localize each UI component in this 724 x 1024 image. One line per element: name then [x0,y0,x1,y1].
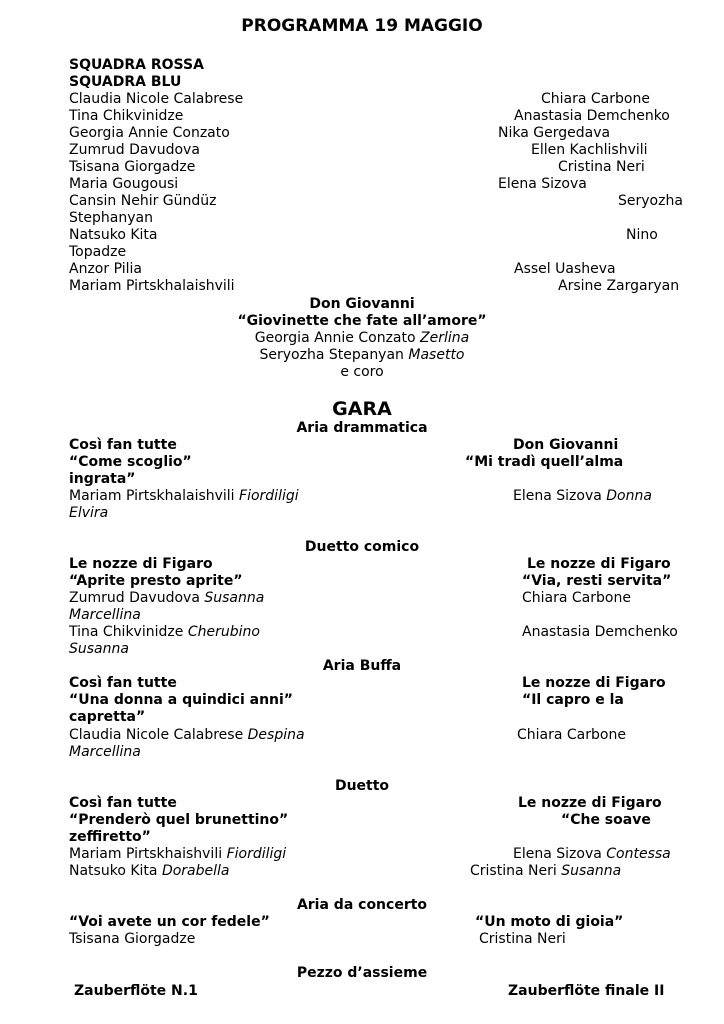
right-cast: Chiara Carbone [522,590,631,606]
left-opera: Così fan tutte [69,795,177,811]
team-member-left: Claudia Nicole Calabrese [69,91,244,107]
team-member-right: Ellen Kachlishvili [531,142,648,158]
left-aria: “Come scoglio” [69,454,192,470]
right-cast: Cristina Neri Susanna [470,863,622,879]
left-role-wrap: Elvira [69,505,109,521]
team-member-right: Assel Uasheva [514,261,616,277]
opening-cast-1: Georgia Annie Conzato Zerlina [254,330,470,346]
opening-aria: “Giovinette che fate all’amore” [237,313,487,329]
left-aria-cont: ingrata” [69,471,136,487]
gara-heading: GARA [332,398,392,420]
left-role-wrap: Susanna [69,641,129,657]
left-opera: Così fan tutte [69,437,177,453]
section-heading: Aria da concerto [296,897,428,913]
team-member-left: Mariam Pirtskhalaishvili [69,278,235,294]
left-cast: Mariam Pirtskhaishvili Fiordiligi [69,846,287,862]
team-member-right: Chiara Carbone [541,91,650,107]
left-cast: Zumrud Davudova Susanna [69,590,265,606]
page-title: PROGRAMMA 19 MAGGIO [241,16,483,36]
team-member-right: Cristina Neri [558,159,645,175]
team-member-right: Seryozha [618,193,683,209]
team-member-left: Stephanyan [69,210,153,226]
left-role-wrap: Marcellina [69,744,141,760]
opening-chorus: e coro [340,364,384,380]
opening-cast-2: Seryozha Stepanyan Masetto [259,347,465,363]
section-heading: Duetto [334,778,390,794]
team-member-left: Tsisana Giorgadze [69,159,196,175]
left-cast: Tsisana Giorgadze [69,931,196,947]
left-cast: Tina Chikvinidze Cherubino [69,624,260,640]
team-member-left: Topadze [69,244,127,260]
right-cast: Elena Sizova Donna [513,488,652,504]
right-opera: Don Giovanni [513,437,619,453]
right-cast: Cristina Neri [479,931,566,947]
left-cast: Mariam Pirtskhalaishvili Fiordiligi [69,488,299,504]
section-heading: Pezzo d’assieme [296,965,428,981]
left-aria: “Prenderò quel brunettino” [69,812,289,828]
team-member-right: Arsine Zargaryan [558,278,680,294]
team-member-left: Natsuko Kita [69,227,158,243]
team-member-left: Anzor Pilia [69,261,142,277]
left-opera: Così fan tutte [69,675,177,691]
team-member-left: Tina Chikvinidze [69,108,184,124]
team-member-right: Nino [626,227,658,243]
right-piece: Zauberflöte finale II [508,983,665,999]
team-member-right: Anastasia Demchenko [514,108,670,124]
right-cast: Elena Sizova Contessa [513,846,671,862]
left-aria: “Aprite presto aprite” [69,573,243,589]
right-opera: Le nozze di Figaro [522,675,666,691]
team-member-left: Cansin Nehir Gündüz [69,193,217,209]
section-heading: Aria drammatica [296,420,428,436]
right-aria: “Un moto di gioia” [475,914,624,930]
team-member-left: Maria Gougousi [69,176,179,192]
right-aria: “Il capro e la [522,692,624,708]
left-cast: Claudia Nicole Calabrese Despina [69,727,305,743]
left-aria: “Una donna a quindici anni” [69,692,293,708]
opening-opera: Don Giovanni [309,296,415,312]
team-member-right: Nika Gergedava [498,125,611,141]
right-aria: “Che soave [561,812,651,828]
right-opera: Le nozze di Figaro [518,795,662,811]
team-member-right: Elena Sizova [498,176,587,192]
team-member-left: Georgia Annie Conzato [69,125,230,141]
right-aria: “Mi tradì quell’alma [465,454,624,470]
section-heading: Duetto comico [304,539,420,555]
right-opera: Le nozze di Figaro [527,556,671,572]
right-cast: Anastasia Demchenko [522,624,678,640]
team-red-heading: SQUADRA ROSSA [69,57,204,73]
right-cast: Chiara Carbone [517,727,626,743]
section-heading: Aria Buffa [322,658,402,674]
left-cast: Natsuko Kita Dorabella [69,863,230,879]
left-piece: Zauberflöte N.1 [74,983,198,999]
left-aria-cont: capretta” [69,709,146,725]
left-aria-cont: zeffiretto” [69,829,151,845]
team-member-left: Zumrud Davudova [69,142,200,158]
team-blue-heading: SQUADRA BLU [69,74,182,90]
left-opera: Le nozze di Figaro [69,556,213,572]
right-aria: “Via, resti servita” [522,573,672,589]
left-aria: “Voi avete un cor fedele” [69,914,270,930]
left-role-wrap: Marcellina [69,607,141,623]
